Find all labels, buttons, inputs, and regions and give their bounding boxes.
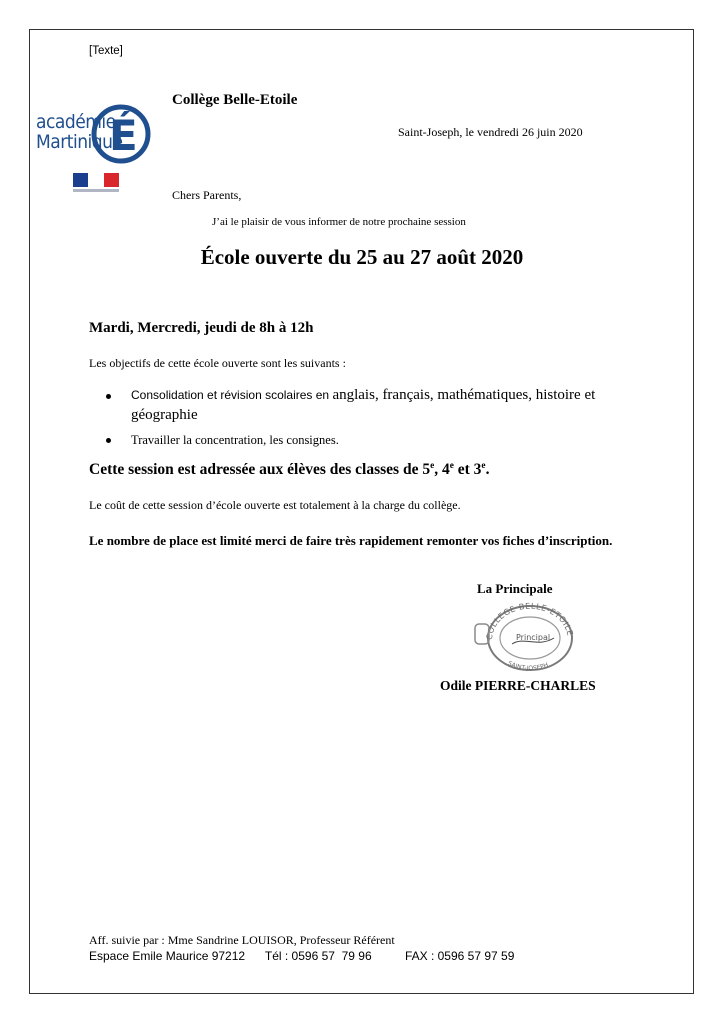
list-item (100, 385, 660, 425)
republique-francaise-mark (73, 189, 119, 192)
greeting: Chers Parents, (172, 188, 242, 202)
list-item (100, 431, 660, 449)
session-sup: e (481, 461, 486, 471)
logo-text-academie: académie (36, 111, 116, 133)
school-stamp (472, 600, 576, 672)
footer-address-phone: Espace Emile Maurice 97212 Tél : 0596 57 79 96 FAX : 0596 57 97 59 (89, 949, 515, 963)
bullet2-text: Travailler la concentration, les consignes. (131, 433, 339, 447)
target-classes (89, 461, 489, 479)
date-line: Saint-Joseph, le vendredi 26 juin 2020 (398, 125, 583, 139)
signatory-name: Odile PIERRE-CHARLES (440, 678, 596, 693)
session-text-a: Cette session est adressée aux élèves des classes de 5 (89, 461, 431, 479)
session-text-b: , 4 (434, 461, 450, 479)
french-flag-icon (73, 173, 119, 187)
session-text-c: et 3 (453, 461, 482, 479)
svg-text:SAINT-JOSEPH (507, 660, 550, 672)
cost-note: Le coût de cette session d’école ouverte est totalement à la charge du collège. (89, 498, 461, 512)
bullet-icon (106, 438, 111, 443)
session-sup: e (430, 461, 435, 471)
logo-letter: É (109, 111, 138, 160)
stamp-center-text: Principal (516, 633, 551, 642)
headline: École ouverte du 25 au 27 août 2020 (200, 245, 524, 269)
session-sup: e (449, 461, 454, 471)
logo-text-martinique: Martinique (36, 131, 123, 153)
limited-places-note: Le nombre de place est limité merci de faire très rapidement remonter vos fiches d’inscription. (89, 533, 613, 548)
footer-contact-person: Aff. suivie par : Mme Sandrine LOUISOR, Professeur Référent (89, 933, 395, 947)
stamp-top-text: COLLEGE BELLE-ETOILE (484, 601, 575, 641)
session-text-d: . (485, 461, 490, 479)
bullet1-prefix: Consolidation et révision scolaires en (131, 388, 333, 402)
academie-martinique-logo (36, 88, 158, 198)
bullet-icon (106, 394, 111, 399)
objectives-list (100, 385, 660, 455)
college-name: Collège Belle-Etoile (172, 92, 298, 108)
intro-text: J’ai le plaisir de vous informer de notre prochaine session (212, 216, 466, 228)
signatory-title: La Principale (477, 581, 553, 596)
schedule-days: Mardi, Mercredi, jeudi de 8h à 12h (89, 320, 314, 336)
bullet1-subjects: anglais, français, mathématiques, histoire et géographie (131, 387, 596, 423)
text-placeholder-tag: [Texte] (89, 45, 123, 57)
objectives-intro: Les objectifs de cette école ouverte sont les suivants : (89, 356, 346, 370)
stamp-bottom-text: SAINT-JOSEPH (506, 659, 550, 672)
